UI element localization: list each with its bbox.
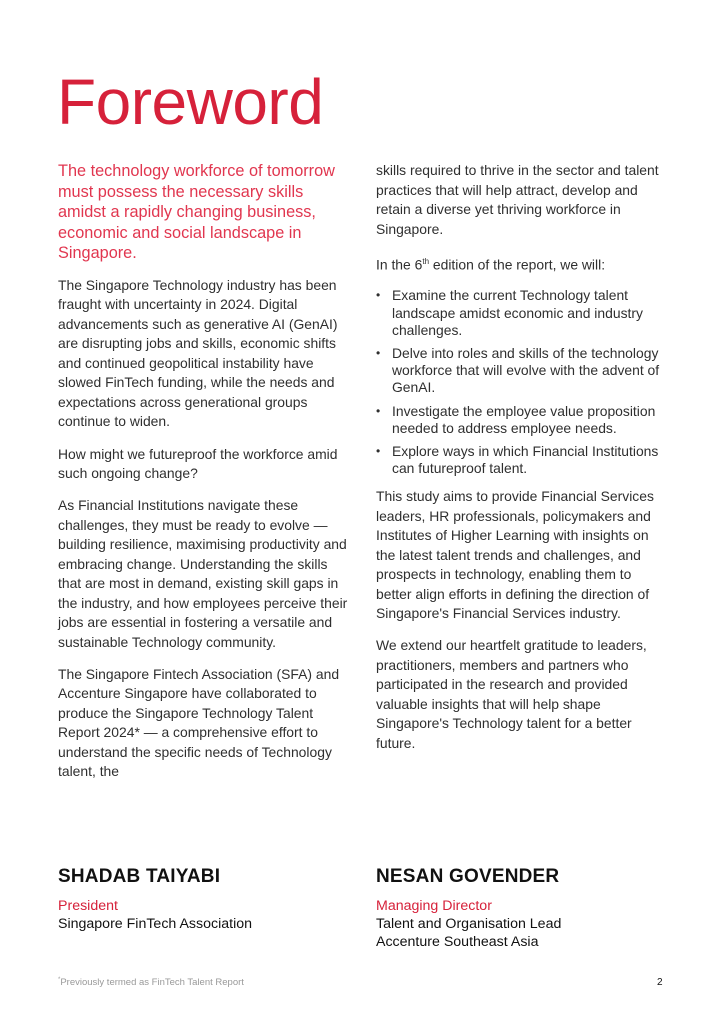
objectives-list bbox=[376, 287, 668, 477]
footnote bbox=[58, 977, 244, 988]
signatory-name: NESAN GOVENDER bbox=[376, 866, 560, 887]
signature-block bbox=[376, 865, 676, 951]
paragraph: The Singapore Fintech Association (SFA) and Accenture Singapore have collaborated to produce the Singapore Technology Talent Report 2024* — a comprehensive effort to understand the specific needs of Technology talent, the bbox=[58, 665, 340, 780]
signature-block bbox=[58, 865, 358, 933]
page-title: Foreword bbox=[57, 66, 324, 138]
paragraph: The Singapore Technology industry has been fraught with uncertainty in 2024. Digital advancements such as generative AI (GenAI) are disrupting jobs and skills, economic shifts and continued geopolitical instability have slowed FinTech funding, while the needs and expectations across generational groups continue to widen. bbox=[58, 276, 338, 430]
list-item-text: Investigate the employee value proposition needed to address employee needs. bbox=[392, 402, 656, 436]
paragraph: We extend our heartfelt gratitude to leaders, practitioners, members and partners who participated in the research and provided valuable insights that will help shape Singapore's Technology talent for a better future. bbox=[376, 637, 647, 751]
footnote-text: Previously termed as FinTech Talent Report bbox=[60, 977, 244, 989]
list-item bbox=[376, 443, 668, 477]
signatory-organisation: Talent and Organisation Lead bbox=[376, 916, 562, 932]
list-item-text: Delve into roles and skills of the technology workforce that will evolve with the advent of GenAI. bbox=[392, 344, 660, 396]
bullet-icon: • bbox=[376, 345, 381, 360]
paragraph: This study aims to provide Financial Services leaders, HR professionals, policymakers and Institutes of Higher Learning with insights on the latest talent trends and challenges, and prospects in technology, enabling them to better align efforts in defining the direction of Singapore's Financial Services industry. bbox=[376, 488, 654, 622]
signatory-organisation: Accenture Southeast Asia bbox=[376, 934, 539, 950]
edition-superscript: th bbox=[422, 256, 430, 266]
footnote-mark: * bbox=[58, 977, 61, 983]
signatory-role: President bbox=[58, 898, 118, 914]
edition-intro-suffix: edition of the report, we will: bbox=[429, 256, 606, 273]
edition-intro bbox=[376, 252, 668, 275]
bullet-icon: • bbox=[376, 288, 381, 303]
list-item-text: Examine the current Technology talent landscape amidst economic and industry challenges. bbox=[392, 287, 643, 338]
left-column bbox=[58, 161, 350, 794]
right-column bbox=[376, 161, 668, 766]
bullet-icon: • bbox=[376, 403, 381, 418]
list-item bbox=[376, 287, 668, 339]
paragraph-continuation: skills required to thrive in the sector and talent practices that will help attract, develop and retain a diverse yet thriving workforce in Singapore. bbox=[376, 162, 659, 237]
list-item bbox=[376, 345, 668, 397]
page-number: 2 bbox=[657, 977, 663, 988]
signatory-role: Managing Director bbox=[376, 898, 492, 914]
signatory-name: SHADAB TAIYABI bbox=[58, 866, 221, 887]
edition-intro-prefix: In the 6 bbox=[376, 256, 423, 273]
bullet-icon: • bbox=[376, 443, 381, 458]
list-item bbox=[376, 403, 668, 437]
paragraph: How might we futureproof the workforce amid such ongoing change? bbox=[58, 445, 338, 482]
list-item-text: Explore ways in which Financial Institutions can futureproof talent. bbox=[392, 442, 659, 477]
lead-statement: The technology workforce of tomorrow must possess the necessary skills amidst a rapidly changing business, economic and social landscape in Singapore. bbox=[58, 162, 335, 263]
signatory-organisation: Singapore FinTech Association bbox=[58, 916, 253, 932]
paragraph: As Financial Institutions navigate these challenges, they must be ready to evolve — building resilience, maximising productivity and embracing change. Understanding the skills that are most in demand, existing skill gaps in the industry, and how employees perceive their jobs are essential in fostering a versatile and sustainable Technology community. bbox=[58, 497, 348, 650]
